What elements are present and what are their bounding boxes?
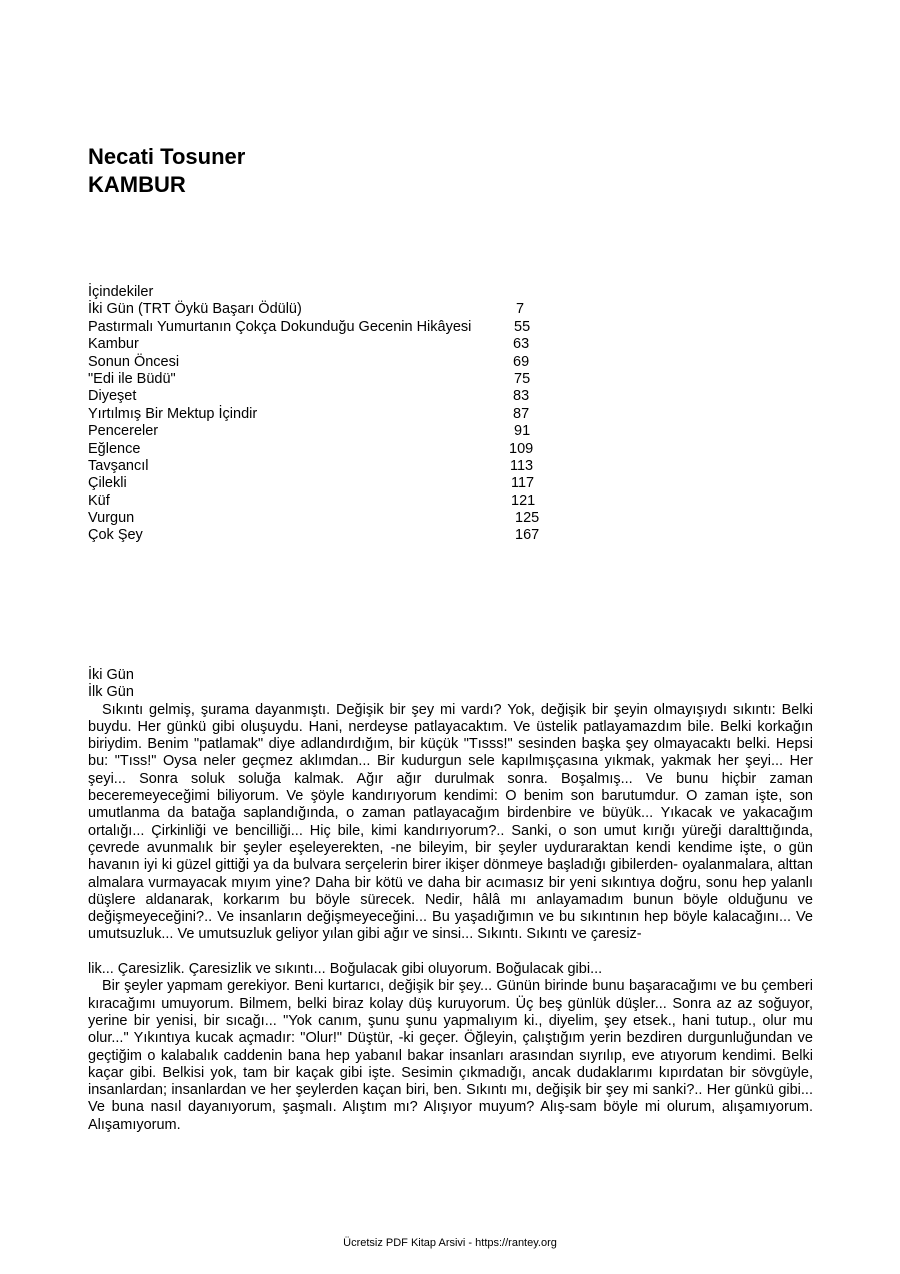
toc-entry (88, 354, 548, 371)
toc-entry-page: 55 (514, 318, 531, 335)
toc-entry-title: Pencereler (88, 423, 159, 440)
book-title: KAMBUR (88, 172, 186, 197)
toc-entry-page: 69 (513, 353, 530, 370)
toc-entry-page: 125 (515, 510, 540, 527)
toc-entry (88, 388, 548, 405)
toc-entry-page: 109 (509, 440, 534, 457)
toc-entry-page: 75 (514, 370, 531, 387)
story-title: İki Gün (88, 667, 134, 683)
footer-credit: Ücretsiz PDF Kitap Arsivi - https://rantey.org (343, 1237, 557, 1249)
toc-entry (88, 510, 548, 527)
story-paragraph: Bir şeyler yapmam gerekiyor. Beni kurtarıcı, değişik bir şey... Günün birinde bunu başaracağımı ve bu çemberi kıracağımı umuyorum. Bilmem, belki biraz kolay düş kuruyorum. Üç beş günlük düşler... Sonra az az soğuyor, yerine bir yenisi, bir sıcağı... "Yok canım, şunu şunu yapmalıyım ki., diyelim, şey etsek., hani tutup., olur mu olur..." Yıkıntıya kucak açmadır: "Olur!" Düştür, -ki geçer. Öğleyin, çalıştığım yerin bezdiren durgunluğundan ve geçtiğim o kalabalık caddenin bana hep yabanıl bakar insanları arasından sıyrılıp, eve atıyorum kendimi. Belki kaçar gibi. Belkisi yok, tam bir kaçak gibi işte. Sesimin çıkmadığı, ancak dudaklarımı kıpırdatan bir sövgüyle, insanlardan; insanlardan ve her şeylerden kaçan biri, ben. Sıkıntı mı, değişik bir şey mi sanki?.. Her günkü gibi... Ve buna nasıl dayanıyorum, şaşmalı. Alıştım mı? Alışıyor muyum? Alış-sam böyle mi olurum, alışamıyorum. Alışamıyorum. (88, 978, 813, 1133)
toc-entry-page: 167 (515, 527, 540, 544)
toc-entry (88, 336, 548, 353)
toc-entry (88, 319, 548, 336)
toc-entry-title: Çilekli (88, 475, 127, 492)
toc-entry (88, 406, 548, 423)
story-paragraph: lik... Çaresizlik. Çaresizlik ve sıkıntı... Boğulacak gibi oluyorum. Boğulacak gibi... (88, 961, 603, 978)
toc-entry-title: Diyeşet (88, 388, 137, 405)
story-subtitle: İlk Gün (88, 684, 134, 701)
author-name: Necati Tosuner (88, 144, 246, 169)
toc-entry-title: Tavşancıl (88, 457, 149, 474)
table-of-contents (88, 284, 548, 545)
toc-entry (88, 371, 548, 388)
toc-entry-page: 87 (513, 405, 530, 422)
toc-entry-title: Çok Şey (88, 527, 143, 544)
toc-entry-page: 7 (516, 301, 525, 318)
story-paragraph: Sıkıntı gelmiş, şurama dayanmıştı. Değişik bir şey mi vardı? Yok, değişik bir şeyin olmayışıydı sıkıntı: Belki buydu. Her günkü gibi oluşuydu. Hani, nerdeyse patlayacaktım. Ve üstelik patlayamazdım bile. Belki korkağın biriydim. Benim "patlamak" diye adlandırdığım, bir küçük "Tısss!" sesinden başka şey olmayacaktı belki. Hepsi bu: "Tıss!" Oysa neler geçmez aklımdan... Bir kudurgun sele kapılmışçasına yıkmak, yakmak her şeyi... Her şeyi... Sonra soluk soluğa kalmak. Ağır ağır durulmak sonra. Boşalmış... Ve bunu hiçbir zaman beceremeyeceğimi biliyorum. Ve şöyle kandırıyorum kendimi: O benim son barutumdur. O zaman işte, son umutlanma da batağa saplandığında, o zaman patlayacağım birdenbire ve büyük... Yıkacak ve yakacağım ortalığı... Çirkinliği ve bencilliği... Hiç bile, kimi kandırıyorum?.. Sanki, o son umut kırığı yüreği daralttığında, çevrede avunmalık bir şeyler eşeleyerekten, -ne bileyim, bir şeyler uyduraraktan kendi kendime işte, o gün havanın iyi ki güzel gittiği ya da bulvara serçelerin birer ikişer dönmeye başladığı gibilerden- oyalanmalara, alttan almalara vurmayacak mıyım yine? Daha bir kötü ve daha bir acımasız bir yeni sıkıntıya doğru, sonu hep yalanlı düşlere aldanarak, korkarım bu böyle sürecek. Nedir, hâlâ mı anlayamadım bunun böyle olduğunu ve değişmeyeceğini?.. Ve insanların değişmeyeceğini... Bu yaşadığımın ve bu sıkıntının hep böyle kalacağını... Ve umutsuzluk... Ve umutsuzluk geliyor yılan gibi ağır ve sinsi... Sıkıntı. Sıkıntı ve çaresiz- (88, 701, 813, 943)
toc-entry (88, 493, 548, 510)
toc-entry (88, 301, 548, 318)
story-body (88, 667, 813, 1134)
toc-entry-page: 63 (513, 336, 530, 353)
paragraph-gap (88, 944, 813, 961)
toc-heading: İçindekiler (88, 284, 154, 300)
book-header (88, 143, 245, 199)
toc-entry-title: Sonun Öncesi (88, 353, 180, 370)
toc-entry-page: 113 (510, 457, 534, 474)
toc-entry-title: Vurgun (88, 510, 135, 527)
toc-entry (88, 527, 548, 544)
toc-entry (88, 458, 548, 475)
toc-entry (88, 423, 548, 440)
toc-entry-title: Küf (88, 492, 110, 509)
toc-entry-title: Kambur (88, 336, 139, 353)
toc-entry-page: 91 (514, 423, 531, 440)
toc-entry-title: Yırtılmış Bir Mektup İçindir (88, 405, 258, 422)
toc-entry-page: 117 (511, 475, 535, 492)
toc-entry (88, 475, 548, 492)
toc-entry-title: İki Gün (TRT Öykü Başarı Ödülü) (88, 301, 302, 318)
toc-entry (88, 441, 548, 458)
toc-entry-title: "Edi ile Büdü" (88, 370, 176, 387)
toc-entry-title: Pastırmalı Yumurtanın Çokça Dokunduğu Gecenin Hikâyesi (88, 318, 472, 335)
toc-entry-page: 121 (511, 492, 536, 509)
toc-entry-page: 83 (513, 388, 530, 405)
toc-entry-title: Eğlence (88, 440, 141, 457)
